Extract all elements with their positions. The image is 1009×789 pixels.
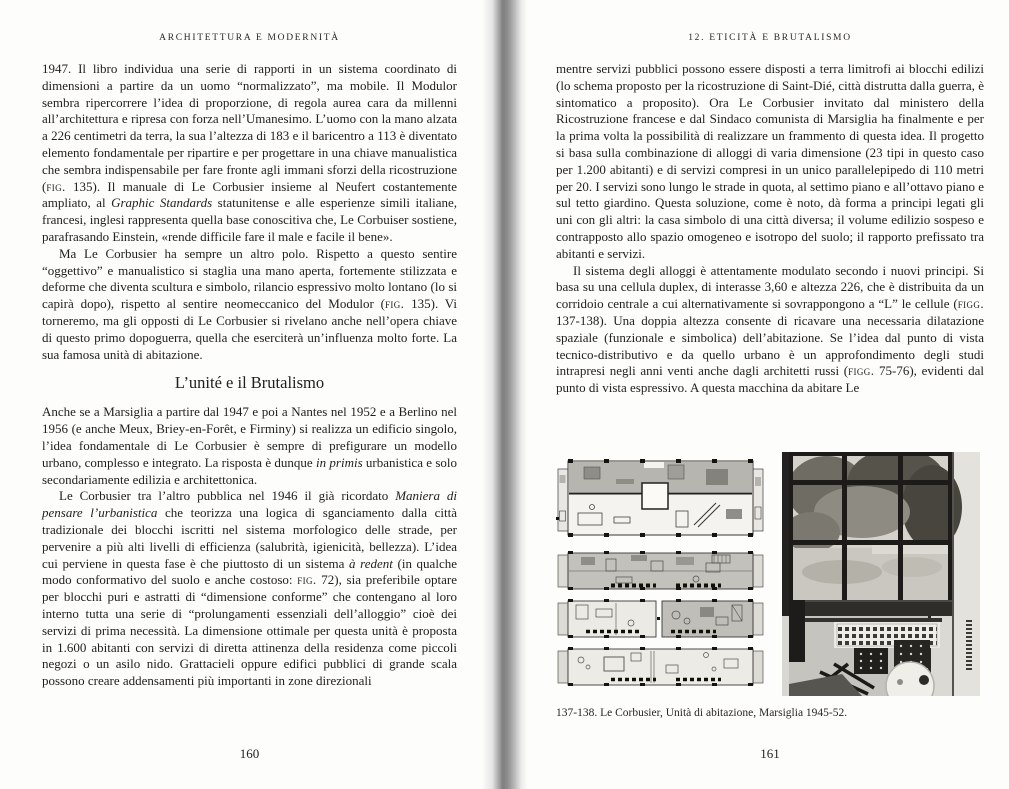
interior-photo-svg xyxy=(782,452,980,696)
figure-caption: 137-138. Le Corbusier, Unità di abitazione, Marsiglia 1945-52. xyxy=(556,707,848,719)
unite-cell-plan-middle xyxy=(558,599,763,638)
paragraph: 1947. Il libro individua una serie di rapporti in un sistema coordinato di dimensioni a partire da un uomo “normalizzato”, ma mobile. Il Modulor sembra ripercorrere l’idea di proporzione, di regola aurea cara da millenni all’architettura e ripresa con forza nell’Umanesimo. L’uomo con la mano alzata a 226 centimetri da terra, la sua l’altezza di 183 e il baricentro a 113 è diventato elemento fondamentale per ripartire e per progettare in una chiave manualistica che sembra indispensabile per fare fronte agli immani sforzi della ricostruzione (fig. 135). Il manuale di Le Corbusier insieme al Neufert costantemente ampliato, al Graphic Standards statunitense e alle esperienze simili italiane, francesi, inglesi rappresenta quella base conoscitiva che, Le Corbuiser sostiene, parafrasando Einstein, «rende difficile fare il male e facile il bene». xyxy=(42,61,458,244)
left-page-text-column xyxy=(42,61,457,690)
left-running-head: ARCHITETTURA E MODERNITÀ xyxy=(159,33,340,43)
mezzanine-beam xyxy=(782,600,954,616)
right-running-head: 12. ETICITÀ E BRUTALISMO xyxy=(688,33,852,43)
paragraph: Ma Le Corbusier ha sempre un altro polo. Rispetto a questo sentire “oggettivo” e manualistico si staglia una mano aperta, fortemente stilizzata e deforme che diventa scultura e simbolo, rilancio espressivo molto lontano (lo si capirà dopo), rispetto al sentire neomeccanico del Modulor (fig. 135). Vi torneremo, ma gli opposti di Le Corbusier si rivelano anche nell’opera chiave di questo primo dopoguerra, quella che eserciterà un’influenza molto forte. La sua famosa unità di abitazione. xyxy=(42,245,457,362)
plans-drawing-svg xyxy=(556,455,765,691)
paragraph: Il sistema degli alloggi è attentamente modulato secondo i nuovi principi. Si basa su una cellula duplex, di interasse 3,60 e altezza 226, che è distribuita da un corridoio centrale a cui alternativamente si sovrappongono a “L” le cellule (figg. 137-138). Una doppia altezza consente di ricavare una necessaria dilatazione spaziale (funzionale e simbolica) dell’abitazione. Se l’idea dal punto di vista tecnico-distributivo e da quello urbano è un approfondimento degli studi intrapresi negli anni venti anche dagli architetti russi (figg. 75-76), evidenti dal punto di vista espressivo. A questa macchina da abitare Le xyxy=(556,262,984,396)
paragraph: Le Corbusier tra l’altro pubblica nel 1946 il già ricordato Maniera di pensare l’urbanistica che teorizza una logica di sganciamento dalla città tradizionale dei blocchi iscritti nel sistema morfologico delle strade, per pervenire a più alti livelli di efficienza (salubrità, igienicità, bellezza). L’idea cui perviene in questa fase è che piuttosto di un sistema à redent (in qualche modo conformativo del suolo e anche costoso: fig. 72), sia preferibile optare per blocchi puri e astratti di “dimensione conforme” che contengano al loro interno tutta una serie di “prolungamenti essenziali dell’alloggio” cioè dei servizi di prima necessità. La dimensione ottimale per questa unità è proposta in 1.600 abitanti con servizi di diretta attinenza della residenza come piccoli negozi o un asilo nido. Grattacieli oppure edifici pubblici di grande scala possono creare addensamenti più importanti in zone direzionali xyxy=(42,488,457,689)
dark-post xyxy=(789,600,805,662)
section-heading: L’unité e il Brutalismo xyxy=(174,373,325,393)
right-page-text-column xyxy=(556,61,984,397)
window-view-trees xyxy=(784,452,962,602)
figure-138-interior-photo xyxy=(782,452,980,696)
unite-cell-section-drawing xyxy=(556,459,763,537)
book-gutter xyxy=(482,0,528,789)
paragraph: mentre servizi pubblici possono essere disposti a terra limitrofi ai blocchi edilizi (lo schema proposto per la ricostruzione di Saint-Dié, città distrutta dalla guerra, è sintomatico a proposito). Ora Le Corbusier invitato dal ministero della Ricostruzione francese e dal Sindaco comunista di Marsiglia ha finalmente e per la prima volta la possibilità di realizzare un frammento di questa idea. Il progetto si basa sulla combinazione di alloggi di varia dimensione (23 tipi in questo caso per 1.200 abitanti) e di servizi compresi in un unico parallelepipedo di 110 metri per 20. I servizi sono lungo le strade in quota, al settimo piano e all’ottavo piano e sul tetto giardino. Questa soluzione, come è noto, dà forma a principi legati gli uni con gli altri: la casa simbolo di una città diversa; il volume edilizio sospeso e contrapposto allo spazio omogeneo e isotropo del suolo; il rapporto prefissato tra abitanti e servizi. xyxy=(556,61,984,261)
figure-137-plans-drawing xyxy=(556,455,765,691)
paragraph: Anche se a Marsiglia a partire dal 1947 e poi a Nantes nel 1952 e a Berlino nel 1956 (e anche Meux, Briey-en-Forêt, e Firminy) si realizza un edificio singolo, l’idea fondamentale di Le Corbusier è sempre di prefigurare un modello urbano, complesso e integrato. La risposta è dunque in primis urbanistica e solo secondariamente edilizia e architettonica. xyxy=(42,404,457,487)
unite-cell-plan-lower xyxy=(558,647,763,686)
left-page-number: 160 xyxy=(239,746,260,761)
unite-cell-plan-upper xyxy=(558,551,763,590)
right-page-number: 161 xyxy=(760,746,780,761)
